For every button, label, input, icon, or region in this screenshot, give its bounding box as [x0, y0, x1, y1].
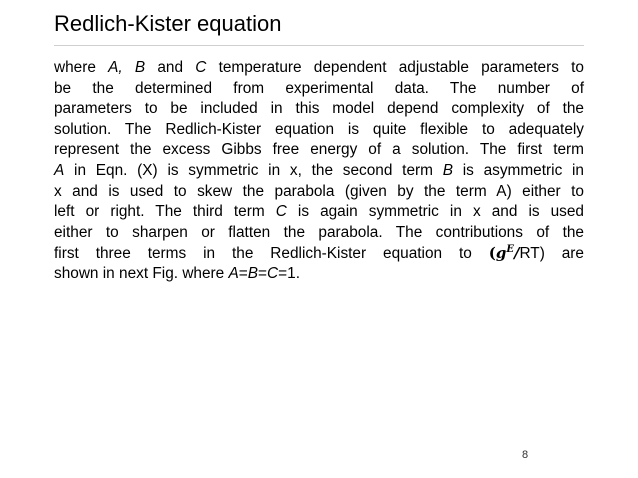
- text-run: =1.: [278, 264, 300, 282]
- text-run: is asymmetric in: [452, 161, 584, 179]
- slide-title: Redlich-Kister equation: [54, 11, 282, 36]
- paragraph-line-4: solution. The Redlich-Kister equation is quite flexible to adequately: [54, 120, 584, 138]
- text-run: left or right. The third term: [54, 203, 276, 221]
- variable-b: B: [247, 264, 259, 282]
- paragraph-line-3: parameters to be included in this model depend complexity of the: [54, 100, 584, 118]
- body-paragraph: [54, 58, 584, 285]
- variable-c: C: [275, 203, 287, 221]
- text-run: where: [54, 59, 109, 76]
- text-run: and: [145, 59, 196, 76]
- text-run: RT) are: [519, 245, 584, 263]
- text-run: =: [238, 264, 248, 282]
- paragraph-line-2: be the determined from experimental data. The number of: [54, 79, 584, 97]
- text-run: first three terms in the Redlich-Kister equation to: [54, 245, 489, 263]
- paragraph-line-6: [54, 161, 584, 182]
- math-open-paren: (: [488, 244, 496, 263]
- text-run: temperature dependent adjustable parameters to: [206, 59, 584, 76]
- text-run: [123, 59, 135, 76]
- variable-b: B: [442, 161, 453, 179]
- math-slash: /: [513, 244, 520, 263]
- page-number: 8: [521, 449, 529, 461]
- excess-gibbs-expression: [489, 244, 520, 262]
- text-run: in Eqn. (X) is symmetric in x, the second term: [64, 161, 443, 179]
- paragraph-line-7: x and is used to skew the parabola (given by the term A) either to: [54, 182, 584, 200]
- paragraph-line-11: [54, 264, 584, 285]
- paragraph-line-8: [54, 202, 584, 223]
- text-run: is again symmetric in x and is used: [286, 203, 584, 221]
- title-divider: [54, 45, 584, 46]
- paragraph-line-5: represent the excess Gibbs free energy of a solution. The first term: [54, 141, 584, 159]
- math-superscript-e: E: [506, 244, 514, 256]
- variable-a: A,: [108, 59, 123, 76]
- variable-b: B: [134, 59, 146, 76]
- text-run: =: [258, 264, 268, 282]
- variable-c: C: [267, 264, 279, 282]
- paragraph-line-1: [54, 58, 584, 79]
- paragraph-line-10: [54, 243, 584, 264]
- variable-a: A: [54, 161, 65, 179]
- variable-c: C: [195, 59, 207, 76]
- variable-a: A: [228, 264, 239, 282]
- text-run: shown in next Fig. where: [54, 264, 229, 282]
- paragraph-line-9: either to sharpen or flatten the parabola. The contributions of the: [54, 223, 584, 241]
- math-g: g: [495, 244, 507, 263]
